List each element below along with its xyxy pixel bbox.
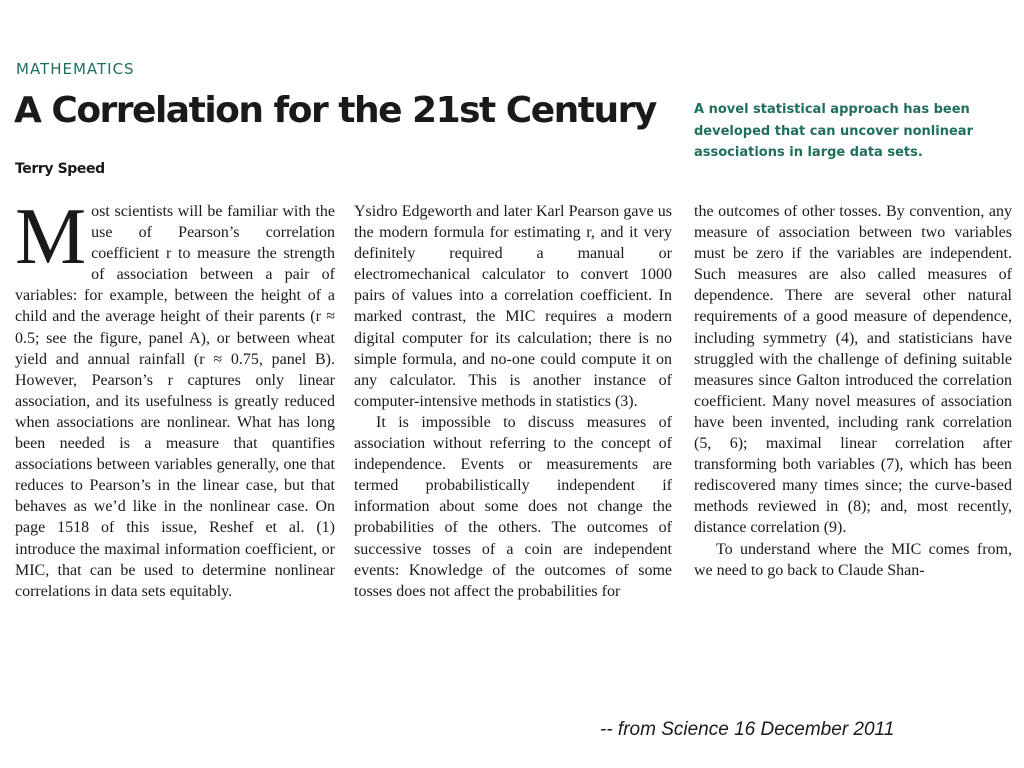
author-byline: Terry Speed bbox=[15, 161, 105, 177]
article-title: A Correlation for the 21st Century bbox=[14, 90, 656, 131]
section-label: MATHEMATICS bbox=[16, 60, 135, 78]
column-2-paragraph-1: Ysidro Edgeworth and later Karl Pearson gave us the modern formula for estimating r, and it very definitely required a manual or electromechanical calculator to convert 1000 pairs of values into a correlation coefficient. In marked contrast, the MIC requires a modern digital computer for its calculation; there is no simple formula, and no-one could compute it on any calculator. This is another instance of computer-intensive methods in statistics (3). bbox=[354, 203, 672, 410]
column-3-paragraph-2: To understand where the MIC comes from, we need to go back to Claude Shan- bbox=[694, 540, 1012, 579]
article-deck: A novel statistical approach has been developed that can uncover nonlinear associations in large data sets. bbox=[694, 102, 973, 160]
column-1 bbox=[15, 193, 335, 602]
source-caption: -- from Science 16 December 2011 bbox=[600, 719, 895, 740]
drop-cap: M bbox=[15, 193, 87, 281]
column-2 bbox=[354, 201, 672, 602]
column-3 bbox=[694, 201, 1012, 581]
column-1-paragraph-1: ost scientists will be familiar with the use of Pearson’s correlation coefficient r to measure the strength of association between a pair of variables: for example, between the height of a child and the average height of their parents (r ≈ 0.5; see the figure, panel A), or between wheat yield and annual rainfall (r ≈ 0.75, panel B). However, Pearson’s r captures only linear association, and its usefulness is greatly reduced when associations are nonlinear. What has long been needed is a measure that quantifies associations between variables generally, one that reduces to Pearson’s in the linear case, but that behaves as we’d like in the nonlinear case. On page 1518 of this issue, Reshef et al. (1) introduce the maximal information coefficient, or MIC, that can be used to determine nonlinear correlations in data sets equitably. bbox=[15, 203, 335, 600]
column-2-paragraph-2: It is impossible to discuss measures of association without referring to the concept of independence. Events or measurements are termed probabilistically independent if information about some does not change the probabilities of the others. The outcomes of successive tosses of a coin are independent events: Knowledge of the outcomes of some tosses does not affect the probabilities for bbox=[354, 413, 672, 600]
column-3-paragraph-1: the outcomes of other tosses. By convention, any measure of association between two variables must be zero if the variables are independent. Such measures are also called measures of dependence. There are several other natural requirements of a good measure of dependence, including symmetry (4), and statisticians have struggled with the challenge of defining suitable measures since Galton introduced the correlation coefficient. Many novel measures of association have been invented, including rank correlation (5, 6); maximal linear correlation after transforming both variables (7), which has been rediscovered many times since; the curve-based methods reviewed in (8); and, most recently, distance correlation (9). bbox=[694, 203, 1012, 537]
